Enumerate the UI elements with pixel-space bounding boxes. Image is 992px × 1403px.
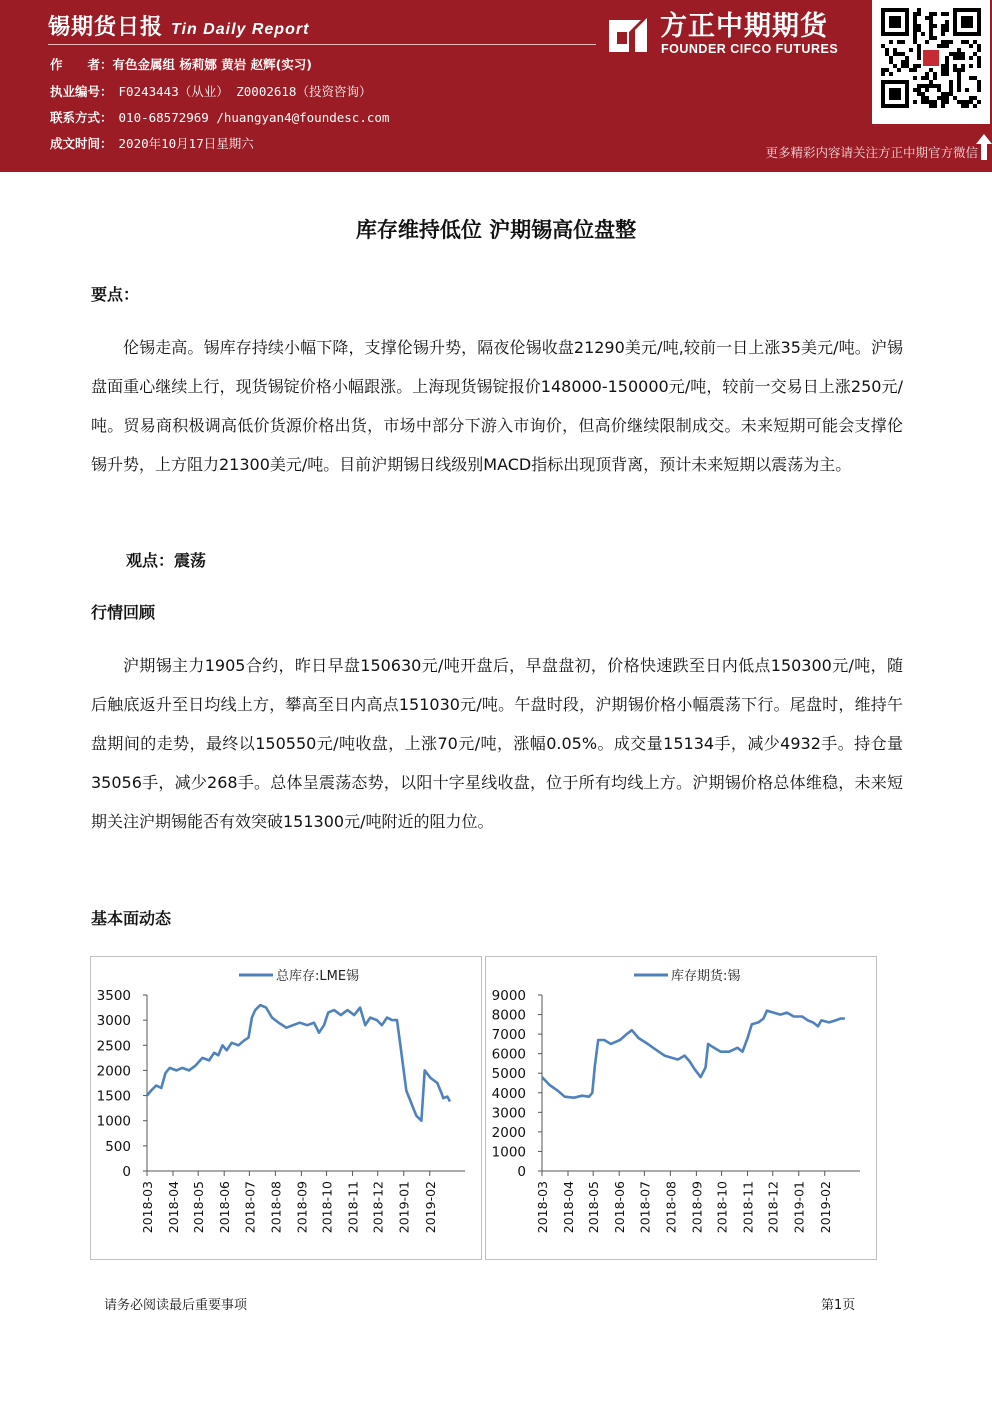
x-tick-label: 2018-08 <box>663 1181 679 1234</box>
review-paragraph <box>91 646 903 841</box>
x-tick-label: 2018-12 <box>765 1181 781 1234</box>
x-tick-label: 2019-02 <box>817 1181 833 1234</box>
report-title-cn: 锡期货日报 <box>48 15 164 40</box>
page-number: 第1页 <box>821 1298 856 1313</box>
x-tick-label: 2018-07 <box>637 1181 653 1234</box>
author-label: 作 者： <box>50 57 113 72</box>
x-tick-label: 2018-05 <box>586 1181 602 1234</box>
lme-tin-inventory-chart <box>90 956 482 1260</box>
report-title <box>48 10 309 41</box>
license-label: 执业编号： <box>50 84 113 99</box>
document-title: 库存维持低位 沪期锡高位盘整 <box>355 218 637 242</box>
footer-notice: 请务必阅读最后重要事项 <box>104 1298 248 1313</box>
contact-value: 010-68572969 /huangyan4@foundesc.com <box>118 110 390 125</box>
key-points-heading: 要点： <box>91 285 140 304</box>
series-line <box>147 1005 450 1121</box>
x-tick-label: 2018-04 <box>166 1181 182 1234</box>
arrow-up-icon <box>976 134 992 160</box>
legend-label: 总库存:LME锡 <box>276 969 360 984</box>
date-line <box>50 134 254 152</box>
shfe-tin-inventory-svg <box>486 957 876 1259</box>
y-tick-label: 1000 <box>96 1113 131 1130</box>
key-points-text: 伦锡走高。锡库存持续小幅下降，支撑伦锡升势，隔夜伦锡收盘21290美元/吨,较前一日上涨35美元/吨。沪锡盘面重心继续上行，现货锡锭价格小幅跟涨。上海现货锡锭报价148000-150000元/吨，较前一交易日上涨250元/吨。贸易商积极调高低价货源价格出货，市场中部分下游入市询价，但高价继续限制成交。未来短期可能会支撑伦锡升势，上方阻力21300美元/吨。目前沪期锡日线级别MACD指标出现顶背离，预计未来短期以震荡为主。 <box>91 338 903 474</box>
y-tick-label: 8000 <box>491 1007 526 1024</box>
shfe-tin-inventory-chart <box>485 956 877 1260</box>
y-tick-label: 2500 <box>96 1038 131 1055</box>
x-tick-label: 2018-05 <box>191 1181 207 1234</box>
follow-wechat-text: 更多精彩内容请关注方正中期官方微信 <box>765 145 978 160</box>
y-tick-label: 0 <box>122 1164 131 1180</box>
x-tick-label: 2018-08 <box>268 1181 284 1234</box>
wechat-qr-code[interactable] <box>872 0 990 124</box>
fundamentals-heading: 基本面动态 <box>91 909 172 928</box>
qr-code-icon <box>872 0 990 124</box>
x-tick-label: 2018-11 <box>345 1181 361 1234</box>
y-tick-label: 1500 <box>96 1088 131 1105</box>
series-line <box>542 1011 845 1098</box>
date-label: 成文时间： <box>50 136 113 151</box>
x-tick-label: 2018-04 <box>561 1181 577 1234</box>
view-heading: 观点：震荡 <box>126 551 207 570</box>
author-value: 有色金属组 杨莉娜 黄岩 赵辉(实习) <box>112 57 312 72</box>
x-tick-label: 2018-11 <box>740 1181 756 1234</box>
lme-tin-inventory-svg <box>91 957 481 1259</box>
x-tick-label: 2018-10 <box>319 1181 335 1234</box>
y-tick-label: 3000 <box>96 1013 131 1030</box>
x-tick-label: 2018-06 <box>612 1181 628 1234</box>
x-tick-label: 2018-03 <box>140 1181 155 1234</box>
header-divider <box>48 44 596 45</box>
contact-label: 联系方式： <box>50 110 113 125</box>
y-tick-label: 2000 <box>96 1063 131 1080</box>
report-header <box>0 0 992 172</box>
license-line <box>50 82 371 100</box>
y-tick-label: 3500 <box>96 988 131 1004</box>
x-tick-label: 2018-03 <box>535 1181 550 1234</box>
y-tick-label: 6000 <box>491 1046 526 1063</box>
review-text: 沪期锡主力1905合约，昨日早盘150630元/吨开盘后，早盘盘初，价格快速跌至日内低点150300元/吨，随后触底返升至日均线上方，攀高至日内高点151030元/吨。午盘时段，沪期锡价格小幅震荡下行。尾盘时，维持午盘期间的走势，最终以150550元/吨收盘，上涨70元/吨，涨幅0.05%。成交量15134手，减少4932手。持仓量35056手，减少268手。总体呈震荡态势，以阳十字星线收盘，位于所有均线上方。沪期锡价格总体维稳，未来短期关注沪期锡能否有效突破151300元/吨附近的阻力位。 <box>91 656 903 831</box>
x-tick-label: 2018-09 <box>689 1181 705 1234</box>
x-tick-label: 2019-01 <box>396 1181 412 1234</box>
y-tick-label: 4000 <box>491 1085 526 1102</box>
x-tick-label: 2018-12 <box>370 1181 386 1234</box>
review-heading: 行情回顾 <box>91 603 156 622</box>
y-tick-label: 7000 <box>491 1027 526 1044</box>
legend-label: 库存期货:锡 <box>671 969 741 984</box>
key-points-paragraph <box>91 328 903 484</box>
x-tick-label: 2018-06 <box>217 1181 233 1234</box>
y-tick-label: 9000 <box>491 988 526 1004</box>
y-tick-label: 2000 <box>491 1124 526 1141</box>
date-value: 2020年10月17日星期六 <box>118 136 254 151</box>
x-tick-label: 2018-09 <box>294 1181 310 1234</box>
y-tick-label: 500 <box>105 1138 131 1155</box>
y-tick-label: 0 <box>517 1164 526 1180</box>
x-tick-label: 2018-10 <box>714 1181 730 1234</box>
contact-line <box>50 108 389 126</box>
y-tick-label: 5000 <box>491 1066 526 1083</box>
author-line <box>50 55 312 73</box>
x-tick-label: 2019-02 <box>422 1181 438 1234</box>
x-tick-label: 2018-07 <box>242 1181 258 1234</box>
y-tick-label: 3000 <box>491 1105 526 1122</box>
report-title-en: Tin Daily Report <box>171 21 310 38</box>
company-name-cn: 方正中期期货 <box>660 11 828 42</box>
founder-logo-icon <box>605 10 651 56</box>
company-name-en: FOUNDER CIFCO FUTURES <box>661 42 839 56</box>
license-value: F0243443（从业） Z0002618（投资咨询） <box>118 84 372 99</box>
y-tick-label: 1000 <box>491 1144 526 1161</box>
x-tick-label: 2019-01 <box>791 1181 807 1234</box>
